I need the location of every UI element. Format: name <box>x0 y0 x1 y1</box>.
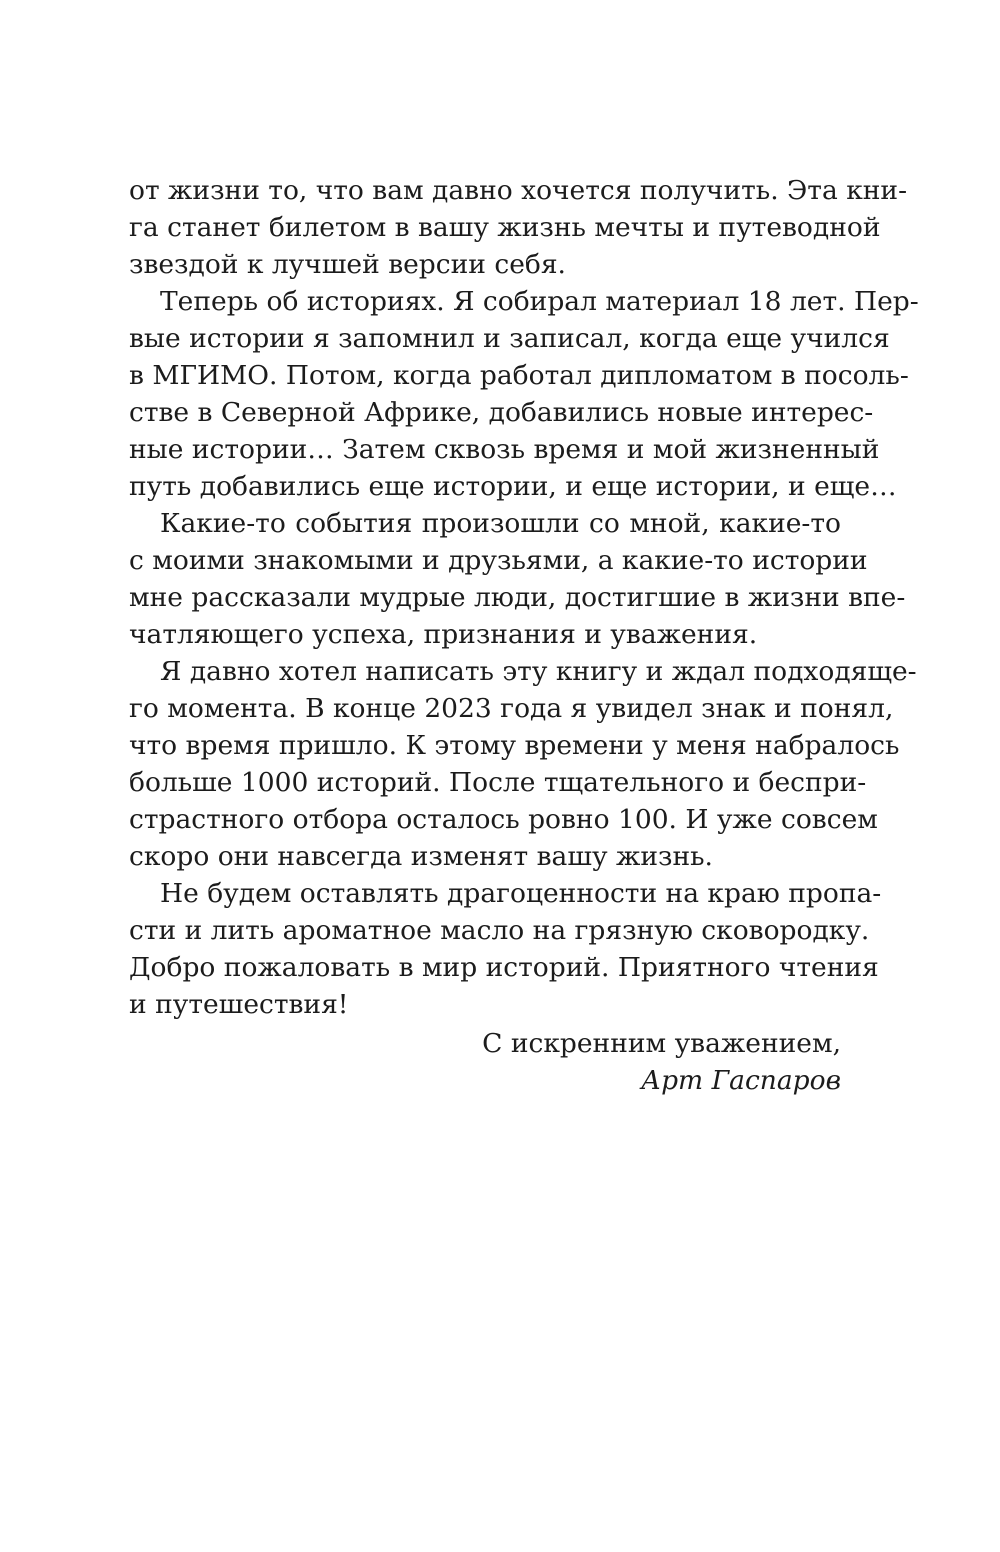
text-line: Добро пожаловать в мир историй. Приятного чтения <box>129 952 879 983</box>
text-line: с моими знакомыми и друзьями, а какие-то истории <box>129 545 868 576</box>
text-line: от жизни то, что вам давно хочется получить. Эта кни- <box>129 175 908 206</box>
text-line: Не будем оставлять драгоценности на краю пропа- <box>160 878 882 909</box>
text-line: Теперь об историях. Я собирал материал 18 лет. Пер- <box>160 286 919 317</box>
text-line: ные истории… Затем сквозь время и мой жизненный <box>129 434 880 465</box>
paragraph-4 <box>129 653 917 875</box>
text-line: что время пришло. К этому времени у меня набралось <box>129 730 900 761</box>
text-line: больше 1000 историй. После тщательного и беспри- <box>129 767 867 798</box>
text-line: и путешествия! <box>129 989 349 1020</box>
text-line: сти и лить ароматное масло на грязную сковородку. <box>129 915 870 946</box>
text-line: Я давно хотел написать эту книгу и ждал подходяще- <box>160 656 917 687</box>
paragraph-3 <box>129 505 906 653</box>
text-line: путь добавились еще истории, и еще истории, и еще… <box>129 471 897 502</box>
text-line: мне рассказали мудрые люди, достигшие в жизни впе- <box>129 582 906 613</box>
body-text <box>129 172 919 1023</box>
paragraph-2 <box>129 283 919 505</box>
text-line: стве в Северной Африке, добавились новые интерес- <box>129 397 874 428</box>
text-line: чатляющего успеха, признания и уважения. <box>129 619 758 650</box>
text-line: Какие-то события произошли со мной, какие-то <box>160 508 841 539</box>
closing-line: С искренним уважением, <box>482 1028 841 1059</box>
paragraph-5 <box>129 875 882 1023</box>
text-line: вые истории я запомнил и записал, когда еще учился <box>129 323 890 354</box>
signature-block <box>482 1025 841 1099</box>
paragraph-1 <box>129 172 908 283</box>
text-line: го момента. В конце 2023 года я увидел знак и понял, <box>129 693 894 724</box>
text-line: страстного отбора осталось ровно 100. И уже совсем <box>129 804 878 835</box>
text-line: звездой к лучшей версии себя. <box>129 249 566 280</box>
text-line: в МГИМО. Потом, когда работал дипломатом в посоль- <box>129 360 909 391</box>
text-line: га станет билетом в вашу жизнь мечты и путеводной <box>129 212 881 243</box>
text-line: скоро они навсегда изменят вашу жизнь. <box>129 841 713 872</box>
author-name: Арт Гаспаров <box>641 1065 841 1096</box>
